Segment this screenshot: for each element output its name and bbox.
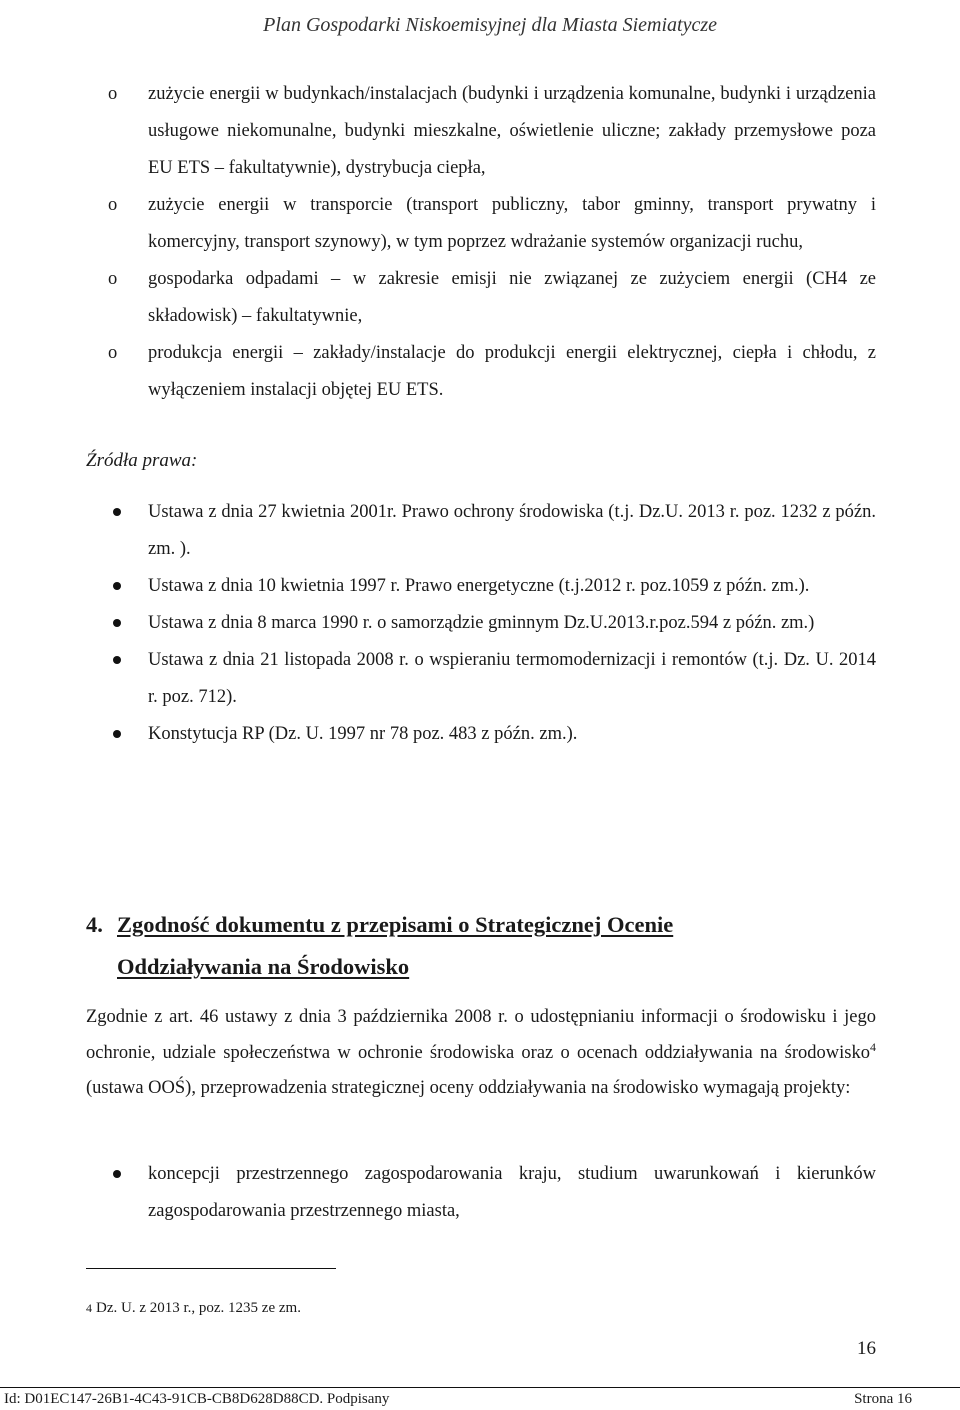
list-item-text: zużycie energii w transporcie (transport publiczny, tabor gminny, transport prywatny i komercyjny, transport szynowy), w tym poprzez wdrażanie systemów organizacji ruchu, [148, 195, 876, 252]
list-item-text: koncepcji przestrzennego zagospodarowania kraju, studium uwarunkowań i kierunków zagospodarowania przestrzennego miasta, [148, 1164, 876, 1221]
list-item [108, 187, 876, 261]
list-item [108, 494, 876, 568]
list-marker: o [108, 84, 118, 104]
bullet-icon [113, 582, 121, 590]
document-id: Id: D01EC147-26B1-4C43-91CB-CB8D628D88CD. Podpisany [4, 1391, 390, 1407]
list-item [108, 76, 876, 187]
footnote-text: Dz. U. z 2013 r., poz. 1235 ze zm. [96, 1300, 301, 1316]
sources-label: Źródła prawa: [86, 450, 198, 471]
footnote-number: 4 [86, 1301, 92, 1315]
section-heading [86, 904, 876, 988]
section-title-line2: Oddziaływania na Środowisko [117, 954, 410, 979]
list-item-text: Ustawa z dnia 10 kwietnia 1997 r. Prawo energetyczne (t.j.2012 r. poz.1059 z późn. zm.). [148, 576, 810, 596]
list-item-text: gospodarka odpadami – w zakresie emisji nie związanej ze zużyciem energii (CH4 ze składowisk) – fakultatywnie, [148, 269, 876, 326]
list-marker: o [108, 343, 118, 363]
list-item-text: Ustawa z dnia 8 marca 1990 r. o samorządzie gminnym Dz.U.2013.r.poz.594 z późn. zm.) [148, 613, 815, 633]
list-item [108, 605, 876, 642]
legal-sources-list [108, 494, 876, 753]
list-item [108, 335, 876, 409]
bullet-icon [113, 619, 121, 627]
paragraph-text: Zgodnie z art. 46 ustawy z dnia 3 października 2008 r. o udostępnianiu informacji o środowisku i jego ochronie, udziale społeczeństwa w ochronie środowiska oraz o ocenach oddziaływania na środowisko [86, 1007, 876, 1063]
list-item-text: Konstytucja RP (Dz. U. 1997 nr 78 poz. 483 z późn. zm.). [148, 724, 578, 744]
bullet-icon [113, 508, 121, 516]
section-number: 4. [86, 912, 103, 937]
list-item-text: produkcja energii – zakłady/instalacje do produkcji energii elektrycznej, ciepła i chłodu, z wyłączeniem instalacji objętej EU ETS. [148, 343, 876, 400]
list-item [108, 568, 876, 605]
footer-divider [0, 1387, 960, 1388]
running-header: Plan Gospodarki Niskoemisyjnej dla Miasta Siemiatycze [263, 14, 717, 36]
bullet-icon [113, 730, 121, 738]
list-item [108, 261, 876, 335]
list-item [108, 642, 876, 716]
bullet-icon [113, 1170, 121, 1178]
footnote-reference: 4 [870, 1039, 876, 1054]
list-marker: o [108, 269, 118, 289]
paragraph-text-continued: (ustawa OOŚ), przeprowadzenia strategicznej oceny oddziaływania na środowisko wymagają projekty: [86, 1078, 851, 1098]
list-marker: o [108, 195, 118, 215]
list-item-text: Ustawa z dnia 27 kwietnia 2001r. Prawo ochrony środowiska (t.j. Dz.U. 2013 r. poz. 1232 z późn. zm. ). [148, 502, 876, 559]
section-title-line1: Zgodność dokumentu z przepisami o Strategicznej Ocenie [117, 912, 674, 937]
list-item [108, 1156, 876, 1230]
body-paragraph [86, 1000, 876, 1107]
list-item-text: zużycie energii w budynkach/instalacjach (budynki i urządzenia komunalne, budynki i urządzenia usługowe niekomunalne, budynki mieszkalne, oświetlenie uliczne; zakłady przemysłowe poza EU ETS – fakultatywnie), dystrybucja ciepła, [148, 84, 876, 178]
projects-list [108, 1156, 876, 1230]
list-item [108, 716, 876, 753]
list-item-text: Ustawa z dnia 21 listopada 2008 r. o wspieraniu termomodernizacji i remontów (t.j. Dz. U. 2014 r. poz. 712). [148, 650, 876, 707]
footnote-divider [86, 1268, 336, 1269]
scope-list [108, 76, 876, 409]
page-label: Strona 16 [854, 1391, 912, 1407]
bullet-icon [113, 656, 121, 664]
footnote [86, 1300, 301, 1317]
page-number: 16 [857, 1338, 876, 1359]
